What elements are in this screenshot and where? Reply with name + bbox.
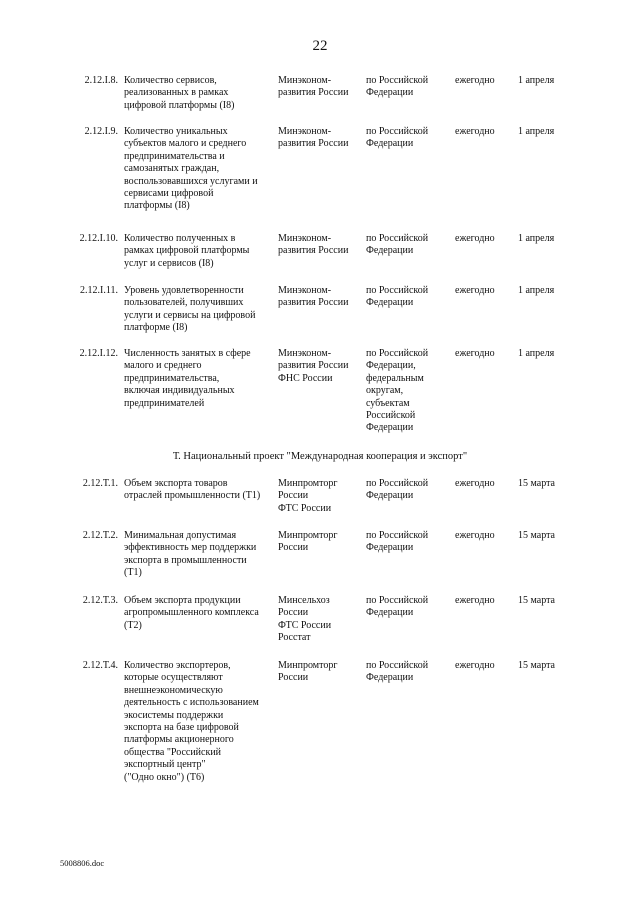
responsible-agency: Минэконом- развития России [278, 285, 349, 309]
frequency: ежегодно [455, 126, 495, 137]
frequency: ежегодно [455, 530, 495, 541]
indicator-name: Количество полученных в рамках цифровой платформы услуг и сервисов (I8) [124, 233, 250, 269]
row-number: 2.12.Т.4. [82, 660, 118, 671]
reporting-level: по Российской Федерации [366, 233, 429, 257]
deadline: 1 апреля [518, 126, 555, 137]
frequency: ежегодно [455, 478, 495, 489]
frequency: ежегодно [455, 595, 495, 606]
reporting-level: по Российской Федерации [366, 660, 429, 684]
indicator-name: Количество сервисов, реализованных в рамках цифровой платформы (I8) [124, 75, 235, 111]
row-number: 2.12.I.9. [84, 126, 118, 137]
indicator-name: Количество экспортеров, которые осуществляют внешнеэкономическую деятельность с использованием экосистемы поддержки экспорта на базе цифровой платформы акционерного общества "Российский экспортный центр" ("Одно окно") (Т6) [124, 660, 259, 783]
responsible-agency: Минэконом- развития России [278, 75, 349, 99]
indicator-name: Численность занятых в сфере малого и среднего предпринимательства, включая индивидуальных предпринимателей [124, 348, 251, 409]
responsible-agency: Минпромторг России ФТС России [278, 478, 338, 514]
indicator-name: Количество уникальных субъектов малого и среднего предпринимательства и самозанятых граждан, воспользовавшихся услугами и сервисами цифровой платформы (I8) [124, 126, 258, 212]
deadline: 1 апреля [518, 75, 555, 86]
responsible-agency: Минэконом- развития России [278, 233, 349, 257]
indicator-name: Объем экспорта продукции агропромышленного комплекса (Т2) [124, 595, 259, 631]
row-number: 2.12.I.8. [84, 75, 118, 86]
reporting-level: по Российской Федерации [366, 478, 429, 502]
indicator-name: Уровень удовлетворенности пользователей, получивших услуги и сервисы на цифровой платформе (I8) [124, 285, 256, 334]
frequency: ежегодно [455, 348, 495, 359]
row-number: 2.12.I.11. [80, 285, 118, 296]
deadline: 15 марта [518, 595, 555, 606]
page-number: 22 [312, 38, 328, 54]
reporting-level: по Российской Федерации [366, 75, 429, 99]
indicator-name: Минимальная допустимая эффективность мер поддержки экспорта в промышленности (Т1) [124, 530, 257, 579]
reporting-level: по Российской Федерации, федеральным округам, субъектам Российской Федерации [366, 348, 429, 434]
row-number: 2.12.Т.1. [82, 478, 118, 489]
row-number: 2.12.Т.3. [82, 595, 118, 606]
frequency: ежегодно [455, 75, 495, 86]
responsible-agency: Минпромторг России [278, 660, 338, 684]
frequency: ежегодно [455, 285, 495, 296]
section-title: Т. Национальный проект "Международная кооперация и экспорт" [172, 451, 468, 462]
deadline: 15 марта [518, 660, 555, 671]
deadline: 1 апреля [518, 348, 555, 359]
reporting-level: по Российской Федерации [366, 595, 429, 619]
responsible-agency: Минсельхоз России ФТС России Росстат [278, 595, 332, 644]
footer-filename: 5008806.doc [60, 858, 105, 868]
responsible-agency: Минпромторг России [278, 530, 338, 554]
deadline: 1 апреля [518, 233, 555, 244]
reporting-level: по Российской Федерации [366, 126, 429, 150]
row-number: 2.12.I.12. [79, 348, 118, 359]
frequency: ежегодно [455, 233, 495, 244]
deadline: 1 апреля [518, 285, 555, 296]
row-number: 2.12.Т.2. [82, 530, 118, 541]
deadline: 15 марта [518, 478, 555, 489]
deadline: 15 марта [518, 530, 555, 541]
reporting-level: по Российской Федерации [366, 285, 429, 309]
frequency: ежегодно [455, 660, 495, 671]
indicator-name: Объем экспорта товаров отраслей промышленности (Т1) [124, 478, 261, 502]
responsible-agency: Минэконом- развития России ФНС России [278, 348, 349, 384]
row-number: 2.12.I.10. [79, 233, 118, 244]
responsible-agency: Минэконом- развития России [278, 126, 349, 150]
reporting-level: по Российской Федерации [366, 530, 429, 554]
